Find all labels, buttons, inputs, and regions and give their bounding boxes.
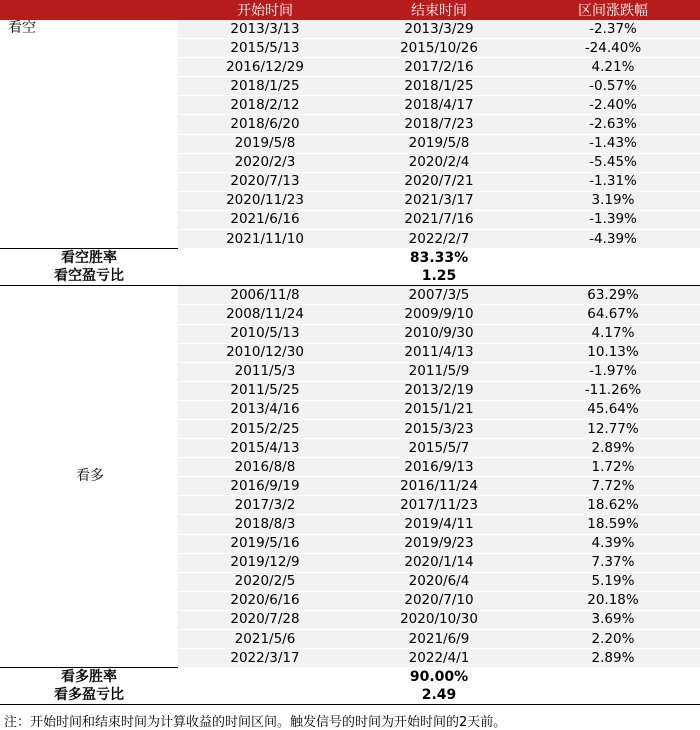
return-cell: -1.97% bbox=[526, 362, 700, 381]
return-cell: 3.19% bbox=[526, 191, 700, 210]
end-date-cell: 2016/9/13 bbox=[352, 458, 526, 477]
pl-ratio-label: 看空盈亏比 bbox=[0, 267, 178, 286]
start-date-cell: 2018/8/3 bbox=[178, 515, 352, 534]
end-date-cell: 2021/6/9 bbox=[352, 630, 526, 649]
return-cell: 7.37% bbox=[526, 553, 700, 572]
end-date-cell: 2010/9/30 bbox=[352, 324, 526, 343]
return-cell: -0.57% bbox=[526, 77, 700, 96]
start-date-cell: 2020/7/13 bbox=[178, 172, 352, 191]
bear-group-label: 看空 bbox=[0, 20, 178, 249]
empty-cell bbox=[526, 686, 700, 705]
end-date-cell: 2019/9/23 bbox=[352, 534, 526, 553]
end-date-cell: 2022/2/7 bbox=[352, 230, 526, 249]
return-cell: 3.69% bbox=[526, 610, 700, 629]
end-date-cell: 2017/2/16 bbox=[352, 58, 526, 77]
start-date-cell: 2016/9/19 bbox=[178, 477, 352, 496]
start-date-cell: 2021/11/10 bbox=[178, 230, 352, 249]
return-cell: 20.18% bbox=[526, 591, 700, 610]
end-date-cell: 2015/1/21 bbox=[352, 400, 526, 419]
start-date-cell: 2020/6/16 bbox=[178, 591, 352, 610]
start-date-cell: 2010/5/13 bbox=[178, 324, 352, 343]
bull-win-rate-row bbox=[0, 668, 700, 687]
header-start-date: 开始时间 bbox=[178, 0, 352, 20]
end-date-cell: 2020/10/30 bbox=[352, 610, 526, 629]
end-date-cell: 2015/5/7 bbox=[352, 439, 526, 458]
bull-pl-ratio-row bbox=[0, 686, 700, 705]
bear-section bbox=[0, 20, 700, 286]
return-cell: -4.39% bbox=[526, 230, 700, 249]
return-cell: -2.63% bbox=[526, 115, 700, 134]
end-date-cell: 2020/7/21 bbox=[352, 172, 526, 191]
start-date-cell: 2016/12/29 bbox=[178, 58, 352, 77]
return-cell: 63.29% bbox=[526, 286, 700, 305]
win-rate-value: 90.00% bbox=[352, 668, 526, 687]
end-date-cell: 2011/4/13 bbox=[352, 343, 526, 362]
bear-pl-ratio-row bbox=[0, 267, 700, 286]
start-date-cell: 2010/12/30 bbox=[178, 343, 352, 362]
return-cell: 4.17% bbox=[526, 324, 700, 343]
win-rate-label: 看多胜率 bbox=[0, 668, 178, 687]
start-date-cell: 2015/4/13 bbox=[178, 439, 352, 458]
return-cell: -24.40% bbox=[526, 39, 700, 58]
end-date-cell: 2021/3/17 bbox=[352, 191, 526, 210]
footnote: 注：开始时间和结束时间为计算收益的时间区间。触发信号的时间为开始时间的2天前。 bbox=[4, 715, 507, 730]
return-cell: -2.40% bbox=[526, 96, 700, 115]
start-date-cell: 2020/2/3 bbox=[178, 153, 352, 172]
end-date-cell: 2013/3/29 bbox=[352, 20, 526, 39]
end-date-cell: 2018/4/17 bbox=[352, 96, 526, 115]
win-rate-value: 83.33% bbox=[352, 249, 526, 268]
pl-ratio-label: 看多盈亏比 bbox=[0, 686, 178, 705]
start-date-cell: 2021/5/6 bbox=[178, 630, 352, 649]
win-rate-label: 看空胜率 bbox=[0, 249, 178, 268]
return-cell: -5.45% bbox=[526, 153, 700, 172]
end-date-cell: 2020/1/14 bbox=[352, 553, 526, 572]
start-date-cell: 2020/2/5 bbox=[178, 572, 352, 591]
return-cell: 5.19% bbox=[526, 572, 700, 591]
return-cell: 10.13% bbox=[526, 343, 700, 362]
end-date-cell: 2017/11/23 bbox=[352, 496, 526, 515]
end-date-cell: 2007/3/5 bbox=[352, 286, 526, 305]
empty-cell bbox=[526, 267, 700, 286]
return-cell: 2.20% bbox=[526, 630, 700, 649]
return-cell: 12.77% bbox=[526, 419, 700, 438]
start-date-cell: 2006/11/8 bbox=[178, 286, 352, 305]
end-date-cell: 2018/1/25 bbox=[352, 77, 526, 96]
end-date-cell: 2022/4/1 bbox=[352, 649, 526, 668]
empty-cell bbox=[526, 668, 700, 687]
header-return: 区间涨跌幅 bbox=[526, 0, 700, 20]
start-date-cell: 2019/5/8 bbox=[178, 134, 352, 153]
end-date-cell: 2013/2/19 bbox=[352, 381, 526, 400]
end-date-cell: 2009/9/10 bbox=[352, 305, 526, 324]
end-date-cell: 2015/10/26 bbox=[352, 39, 526, 58]
return-cell: 45.64% bbox=[526, 400, 700, 419]
end-date-cell: 2019/4/11 bbox=[352, 515, 526, 534]
start-date-cell: 2021/6/16 bbox=[178, 210, 352, 229]
return-cell: 2.89% bbox=[526, 649, 700, 668]
bull-group-label: 看多 bbox=[0, 286, 178, 668]
start-date-cell: 2017/3/2 bbox=[178, 496, 352, 515]
return-cell: 7.72% bbox=[526, 477, 700, 496]
start-date-cell: 2011/5/3 bbox=[178, 362, 352, 381]
return-cell: -1.39% bbox=[526, 210, 700, 229]
start-date-cell: 2015/5/13 bbox=[178, 39, 352, 58]
end-date-cell: 2020/2/4 bbox=[352, 153, 526, 172]
return-cell: 1.72% bbox=[526, 458, 700, 477]
start-date-cell: 2013/4/16 bbox=[178, 400, 352, 419]
empty-cell bbox=[178, 267, 352, 286]
end-date-cell: 2015/3/23 bbox=[352, 419, 526, 438]
start-date-cell: 2019/5/16 bbox=[178, 534, 352, 553]
bull-section bbox=[0, 286, 700, 705]
start-date-cell: 2013/3/13 bbox=[178, 20, 352, 39]
header-row bbox=[0, 0, 700, 20]
return-cell: -11.26% bbox=[526, 381, 700, 400]
end-date-cell: 2019/5/8 bbox=[352, 134, 526, 153]
return-cell: 64.67% bbox=[526, 305, 700, 324]
empty-cell bbox=[526, 249, 700, 268]
bear-win-rate-row bbox=[0, 249, 700, 268]
start-date-cell: 2022/3/17 bbox=[178, 649, 352, 668]
empty-cell bbox=[178, 668, 352, 687]
return-cell: -1.43% bbox=[526, 134, 700, 153]
start-date-cell: 2015/2/25 bbox=[178, 419, 352, 438]
start-date-cell: 2008/11/24 bbox=[178, 305, 352, 324]
return-cell: 4.39% bbox=[526, 534, 700, 553]
start-date-cell: 2020/7/28 bbox=[178, 610, 352, 629]
empty-cell bbox=[178, 686, 352, 705]
return-cell: -1.31% bbox=[526, 172, 700, 191]
table-row bbox=[0, 20, 700, 39]
start-date-cell: 2016/8/8 bbox=[178, 458, 352, 477]
end-date-cell: 2011/5/9 bbox=[352, 362, 526, 381]
end-date-cell: 2016/11/24 bbox=[352, 477, 526, 496]
end-date-cell: 2020/6/4 bbox=[352, 572, 526, 591]
start-date-cell: 2011/5/25 bbox=[178, 381, 352, 400]
table-row bbox=[0, 286, 700, 305]
start-date-cell: 2020/11/23 bbox=[178, 191, 352, 210]
return-cell: 2.89% bbox=[526, 439, 700, 458]
empty-cell bbox=[178, 249, 352, 268]
start-date-cell: 2019/12/9 bbox=[178, 553, 352, 572]
return-cell: -2.37% bbox=[526, 20, 700, 39]
end-date-cell: 2020/7/10 bbox=[352, 591, 526, 610]
return-cell: 18.62% bbox=[526, 496, 700, 515]
start-date-cell: 2018/6/20 bbox=[178, 115, 352, 134]
return-cell: 18.59% bbox=[526, 515, 700, 534]
header-end-date: 结束时间 bbox=[352, 0, 526, 20]
pl-ratio-value: 2.49 bbox=[352, 686, 526, 705]
end-date-cell: 2021/7/16 bbox=[352, 210, 526, 229]
header-group bbox=[0, 0, 178, 20]
start-date-cell: 2018/1/25 bbox=[178, 77, 352, 96]
pl-ratio-value: 1.25 bbox=[352, 267, 526, 286]
end-date-cell: 2018/7/23 bbox=[352, 115, 526, 134]
return-cell: 4.21% bbox=[526, 58, 700, 77]
start-date-cell: 2018/2/12 bbox=[178, 96, 352, 115]
